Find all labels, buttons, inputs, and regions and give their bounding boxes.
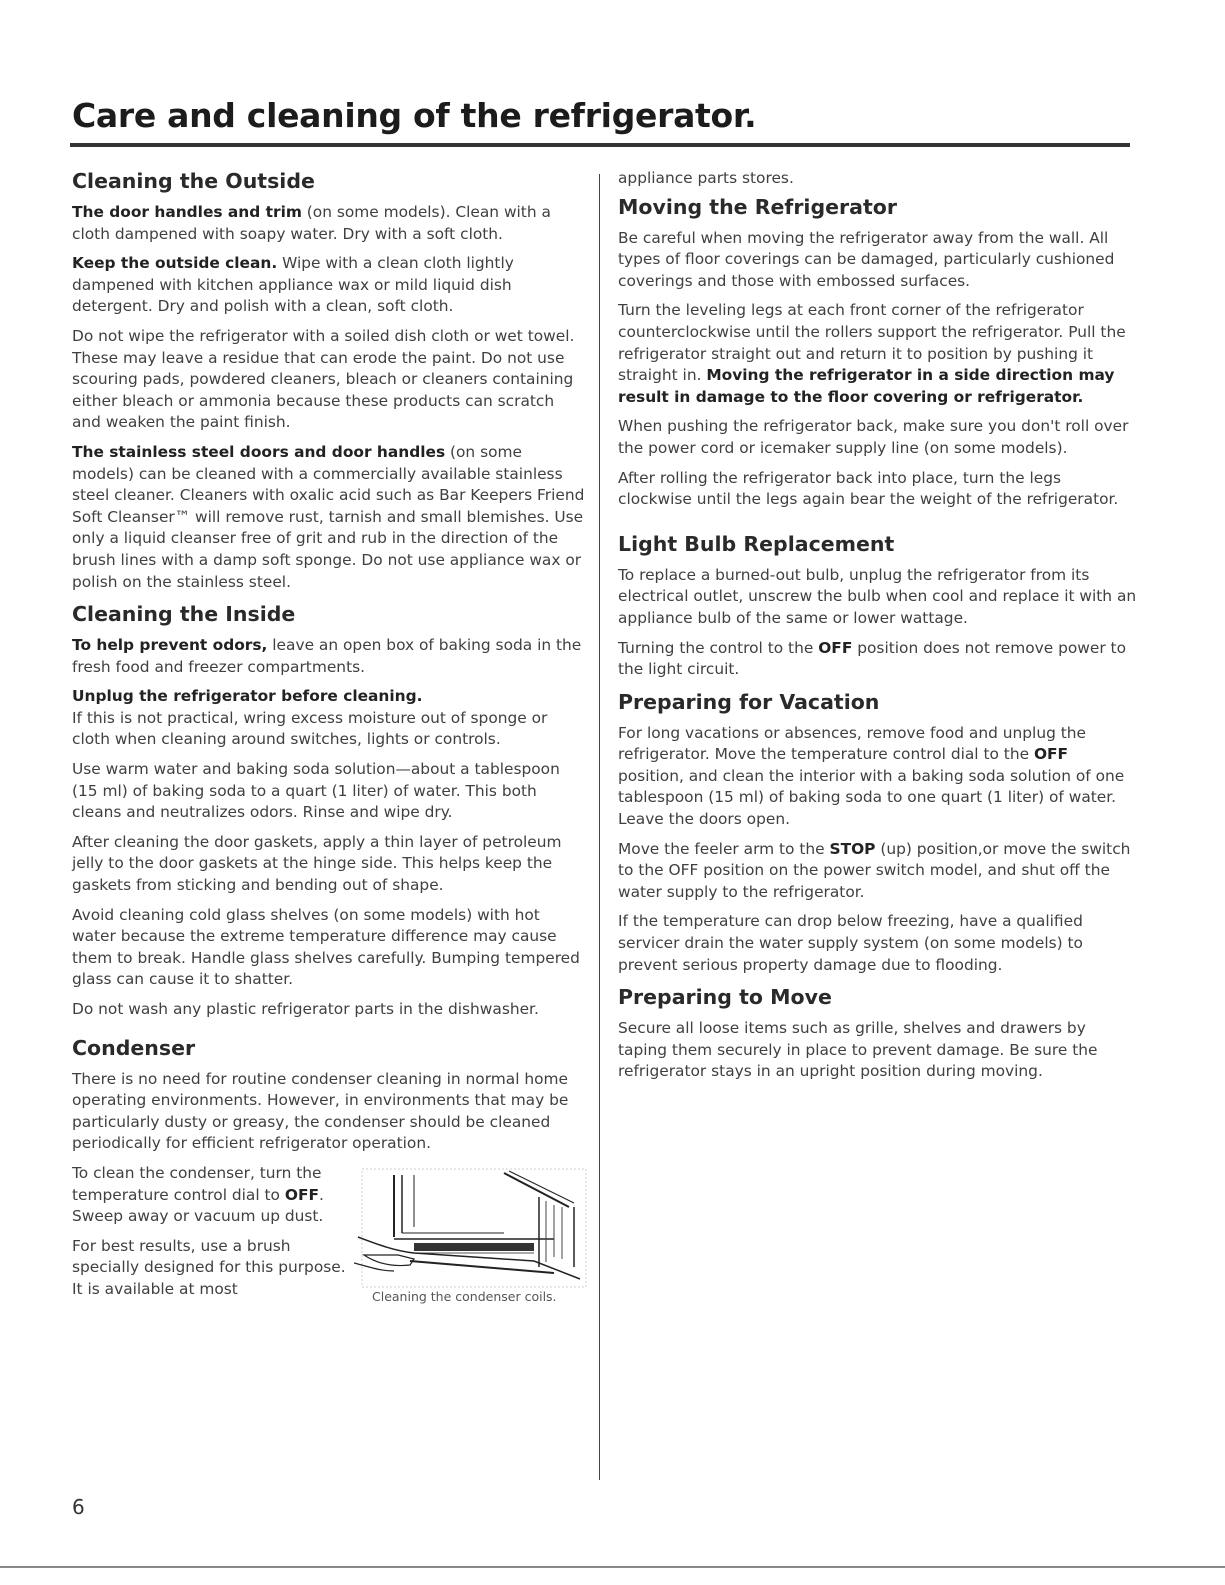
paragraph: The door handles and trim (on some models). Clean with a cloth dampened with soapy water. Dry with a soft cloth. xyxy=(72,203,551,243)
paragraph: After rolling the refrigerator back into place, turn the legs clockwise until the legs again bear the weight of the refrigerator. xyxy=(618,468,1119,509)
page-title: Care and cleaning of the refrigerator. xyxy=(72,96,757,135)
paragraph: To clean the condenser, turn the temperature control dial to OFF. Sweep away or vacuum up dust. xyxy=(72,1163,324,1226)
paragraph: Do not wipe the refrigerator with a soiled dish cloth or wet towel. These may leave a residue that can erode the paint. Do not use scouring pads, powdered cleaners, bleach or cleaners containing either bleach or ammonia because these products can scratch and weaken the paint finish. xyxy=(72,326,575,432)
heading-cleaning-outside: Cleaning the Outside xyxy=(72,169,315,193)
heading-moving-refrigerator: Moving the Refrigerator xyxy=(618,194,897,219)
title-rule xyxy=(70,143,1130,147)
condenser-section xyxy=(72,1163,587,1313)
paragraph: Do not wash any plastic refrigerator parts in the dishwasher. xyxy=(72,1000,539,1018)
paragraph: Be careful when moving the refrigerator away from the wall. All types of floor coverings can be damaged, particularly cushioned coverings and those with embossed surfaces. xyxy=(618,228,1115,290)
figure-caption: Cleaning the condenser coils. xyxy=(372,1288,557,1304)
paragraph: Secure all loose items such as grille, shelves and drawers by taping them securely in place to prevent damage. Be sure the refrigerator stays in an upright position during moving. xyxy=(618,1019,1098,1081)
paragraph: For long vacations or absences, remove food and unplug the refrigerator. Move the temperature control dial to the OFF position, and clean the interior with a baking soda solution of one tablespoon (15 ml) of baking soda to one quart (1 liter) of water. Leave the doors open. xyxy=(618,723,1125,829)
paragraph: Avoid cleaning cold glass shelves (on some models) with hot water because the extreme temperature difference may cause them to break. Handle glass shelves carefully. Bumping tempered glass can cause it to shatter. xyxy=(72,905,580,989)
paragraph: Turning the control to the OFF position does not remove power to the light circuit. xyxy=(618,638,1127,679)
paragraph: The stainless steel doors and door handles (on some models) can be cleaned with a commercially available stainless steel cleaner. Cleaners with oxalic acid such as Bar Keepers Friend Soft Cleanser™ will remove rust, tarnish and small blemishes. Use only a liquid cleanser free of grit and rub in the direction of the brush lines with a damp soft sponge. Do not use appliance wax or polish on the stainless steel. xyxy=(72,442,585,591)
right-column xyxy=(618,168,1138,1091)
heading-preparing-to-move: Preparing to Move xyxy=(618,985,832,1010)
heading-light-bulb-replacement: Light Bulb Replacement xyxy=(618,531,895,556)
paragraph: After cleaning the door gaskets, apply a thin layer of petroleum jelly to the door gaskets at the hinge side. This helps keep the gaskets from sticking and bending out of shape. xyxy=(72,832,562,895)
condenser-illustration xyxy=(354,1167,590,1303)
paragraph: Keep the outside clean. Wipe with a clean cloth lightly dampened with kitchen appliance wax or mild liquid dish detergent. Dry and polish with a clean, soft cloth. xyxy=(72,254,514,316)
paragraph: Use warm water and baking soda solution—about a tablespoon (15 ml) of baking soda to a quart (1 liter) of water. This both cleans and neutralizes odors. Rinse and wipe dry. xyxy=(72,760,560,822)
paragraph: For best results, use a brush specially designed for this purpose. It is available at most xyxy=(72,1236,346,1298)
heading-preparing-for-vacation: Preparing for Vacation xyxy=(618,689,880,714)
heading-cleaning-inside: Cleaning the Inside xyxy=(72,602,296,627)
paragraph: appliance parts stores. xyxy=(618,169,794,187)
page-number: 6 xyxy=(72,1495,85,1519)
heading-condenser: Condenser xyxy=(72,1035,196,1060)
condenser-text xyxy=(72,1163,357,1309)
paragraph: When pushing the refrigerator back, make sure you don't roll over the power cord or icemaker supply line (on some models). xyxy=(618,417,1129,457)
left-column xyxy=(72,168,587,1313)
paragraph: Turn the leveling legs at each front corner of the refrigerator counterclockwise until the rollers support the refrigerator. Pull the refrigerator straight out and return it to position by pushing it straight in. Moving the refrigerator in a side direction may result in damage to the floor covering or refrigerator. xyxy=(618,301,1126,406)
paragraph: If the temperature can drop below freezing, have a qualified servicer drain the water supply system (on some models) to prevent serious property damage due to flooding. xyxy=(618,912,1083,974)
column-divider xyxy=(599,174,600,1480)
paragraph: There is no need for routine condenser cleaning in normal home operating environments. However, in environments that may be particularly dusty or greasy, the condenser should be cleaned periodically for efficient refrigerator operation. xyxy=(72,1069,569,1153)
paragraph: To replace a burned-out bulb, unplug the refrigerator from its electrical outlet, unscrew the bulb when cool and replace it with an appliance bulb of the same or lower wattage. xyxy=(618,565,1137,627)
paragraph: Move the feeler arm to the STOP (up) position,or move the switch to the OFF position on the power switch model, and shut off the water supply to the refrigerator. xyxy=(618,839,1131,901)
bottom-rule xyxy=(0,1566,1225,1568)
paragraph: Unplug the refrigerator before cleaning. If this is not practical, wring excess moisture out of sponge or cloth when cleaning around switches, lights or controls. xyxy=(72,687,548,749)
paragraph: To help prevent odors, leave an open box of baking soda in the fresh food and freezer compartments. xyxy=(72,636,582,676)
